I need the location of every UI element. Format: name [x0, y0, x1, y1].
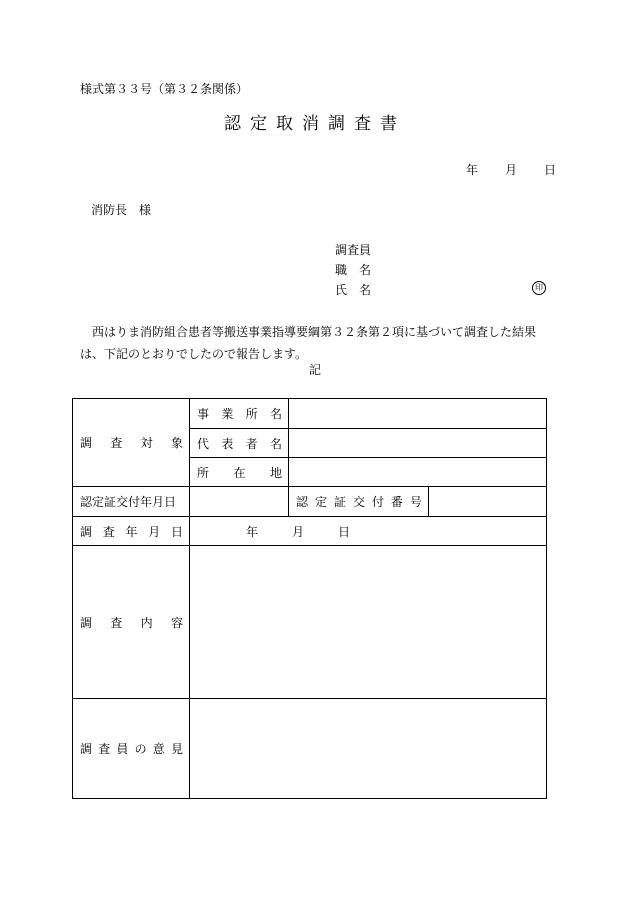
- location-label-cell: [190, 458, 289, 487]
- representative-label: [190, 435, 288, 452]
- date-day: 日: [543, 163, 556, 177]
- investigator-position: 職 名: [335, 263, 372, 277]
- office-label: [190, 405, 288, 422]
- contents-label: [73, 614, 189, 631]
- cert-no-label-cell: [289, 487, 429, 517]
- target-label: [73, 434, 189, 451]
- label-char: 年: [125, 524, 138, 539]
- label-char: 査: [110, 615, 123, 630]
- label-char: 査: [98, 742, 111, 756]
- form-number: 様式第３３号（第３２条関係）: [80, 82, 249, 96]
- location-value[interactable]: [289, 458, 547, 487]
- label-char: 調: [80, 615, 93, 630]
- representative-label-cell: [190, 429, 289, 458]
- label-char: 日: [170, 524, 183, 539]
- office-value[interactable]: [289, 399, 547, 429]
- date-month: 月: [504, 163, 517, 177]
- label-char: 調: [80, 524, 93, 539]
- survey-date-year: 年: [245, 524, 258, 539]
- survey-date-day: 日: [338, 524, 351, 539]
- label-char: 容: [170, 615, 183, 630]
- survey-date-label: [73, 523, 189, 540]
- cert-no-value[interactable]: [429, 487, 547, 517]
- document-title: 認定取消調査書: [224, 114, 406, 134]
- survey-date-month: 月: [291, 524, 304, 539]
- label-char: 地: [269, 465, 282, 480]
- label-char: 見: [170, 742, 183, 756]
- label-char: 名: [269, 407, 282, 421]
- date-year: 年: [466, 163, 479, 177]
- label-char: 内: [140, 615, 153, 630]
- opinion-value[interactable]: [190, 699, 547, 799]
- label-char: 査: [102, 524, 115, 539]
- representative-value[interactable]: [289, 429, 547, 458]
- label-char: 証: [333, 495, 346, 509]
- label-char: 在: [233, 465, 246, 480]
- survey-date-value[interactable]: [190, 517, 547, 546]
- contents-label-cell: [73, 546, 190, 699]
- label-char: 月: [148, 524, 161, 539]
- cert-date-value[interactable]: [190, 487, 289, 517]
- label-char: 番: [390, 495, 403, 509]
- date-line: [466, 161, 556, 178]
- label-char: 定: [314, 495, 327, 509]
- addressee: 消防長 様: [91, 203, 152, 217]
- label-char: 業: [221, 407, 234, 421]
- label-char: 対: [140, 436, 153, 450]
- ki-mark: 記: [308, 363, 321, 377]
- investigator-label: 調査員: [335, 243, 372, 257]
- label-char: 付: [371, 495, 384, 509]
- label-char: 認: [296, 495, 309, 509]
- seal-mark: 印: [532, 281, 546, 295]
- label-char: 所: [197, 465, 210, 480]
- label-char: 調: [80, 436, 93, 450]
- label-char: 交: [352, 495, 365, 509]
- label-char: 名: [269, 436, 282, 451]
- survey-table: [72, 398, 547, 799]
- label-char: の: [134, 742, 147, 756]
- label-char: 事: [197, 407, 210, 421]
- body-text: 西はりま消防組合患者等搬送事業指導要綱第３２条第２項に基づいて調査した結果は、下記のとおりでしたので報告します。: [80, 325, 537, 361]
- label-char: 査: [110, 436, 123, 450]
- cert-no-label: [289, 493, 428, 510]
- investigator-name: 氏 名: [335, 283, 372, 297]
- label-char: 調: [80, 742, 93, 756]
- label-char: 員: [116, 742, 129, 756]
- label-char: 号: [409, 495, 422, 509]
- label-char: 所: [245, 407, 258, 421]
- label-char: 表: [221, 436, 234, 451]
- office-label-cell: [190, 399, 289, 429]
- survey-date-label-cell: [73, 517, 190, 546]
- opinion-label-cell: [73, 699, 190, 799]
- label-char: 象: [170, 436, 183, 450]
- cert-date-label: 認定証交付年月日: [80, 495, 177, 509]
- location-label: [190, 464, 288, 481]
- contents-value[interactable]: [190, 546, 547, 699]
- opinion-label: [73, 740, 189, 757]
- target-label-cell: [73, 399, 190, 487]
- label-char: 者: [245, 436, 258, 451]
- cert-date-label-cell: [73, 487, 190, 517]
- label-char: 意: [152, 742, 165, 756]
- label-char: 代: [197, 436, 210, 451]
